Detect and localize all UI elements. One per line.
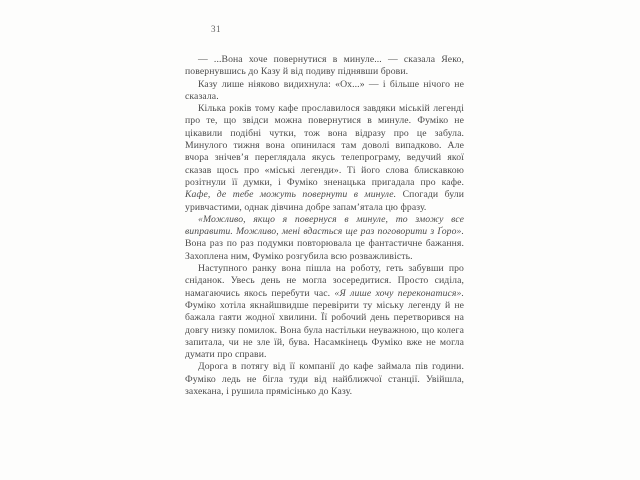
dialogue-kazu	[185, 79, 464, 104]
text-segment: Вона раз по раз подумки повторювала це фантастичне бажання. Захоплена ним, Фуміко розгубила всю розважливість.	[185, 238, 464, 262]
text-segment: — ...Вона хоче повернутися в минуле... — сказала Яеко, повернувшись до Казу й від подиву піднявши брови.	[185, 54, 464, 78]
text-segment: Фуміко хотіла якнайшвидше перевірити ту міську легенду й не бажала гаяти жодної хвилини. Її робочий день перетворився на довгу низку помилок. Вона була настільки неуважною, що колега запитала, чи не зле їй, бува. Насамкінець Фуміко вже не могла думати про справи.	[185, 299, 464, 361]
text-segment: «Можливо, якщо я повернуся в минуле, то зможу все виправити. Можливо, мені вдасться ще раз поговорити з Ґоро».	[185, 213, 464, 238]
text-segment: Спогади були уривчастими, однак дівчина добре запам’ятала цю фразу.	[185, 189, 465, 213]
text-segment: «Я лише хочу переконатися».	[334, 287, 464, 299]
paragraph-workday	[185, 263, 464, 361]
page-text-column	[185, 54, 464, 398]
text-segment: Дорога в потягу від її компанії до кафе займала пів години. Фуміко ледь не бігла туди від найближчої станції. Увійшла, захекана, і рушила прямісінько до Казу.	[185, 361, 464, 398]
text-segment: Кілька років тому кафе прославилося завдяки міській легенді про те, що звідси можна повернутися в минуле. Фуміко не цікавили подібні чутки, тож вона відразу про це забула. Минулого тижня вона опинилася там доволі випадково. Але вчора знічев’я переглядала якусь телепрограму, ведучий якої сказав щось про «міські легенди». Ті його слова блискавкою розітнули її думки, і Фуміко зненацька пригадала про кафе.	[185, 103, 464, 188]
text-segment: Кафе, де тебе можуть повернути в минуле.	[185, 189, 397, 201]
dialogue-yaeko	[185, 54, 464, 79]
text-segment: Наступного ранку вона пішла на роботу, геть забувши про сніданок. Увесь день не могла зосередитися. Просто сиділа, намагаючись якось перебути час.	[185, 263, 464, 299]
paragraph-wish	[185, 214, 464, 263]
paragraph-train	[185, 361, 464, 398]
paragraph-urban-legend	[185, 103, 464, 214]
page-number: 31	[211, 24, 221, 34]
text-segment: Казу лише ніяково видихнула: «Ох...» — і більше нічого не сказала.	[185, 78, 464, 102]
